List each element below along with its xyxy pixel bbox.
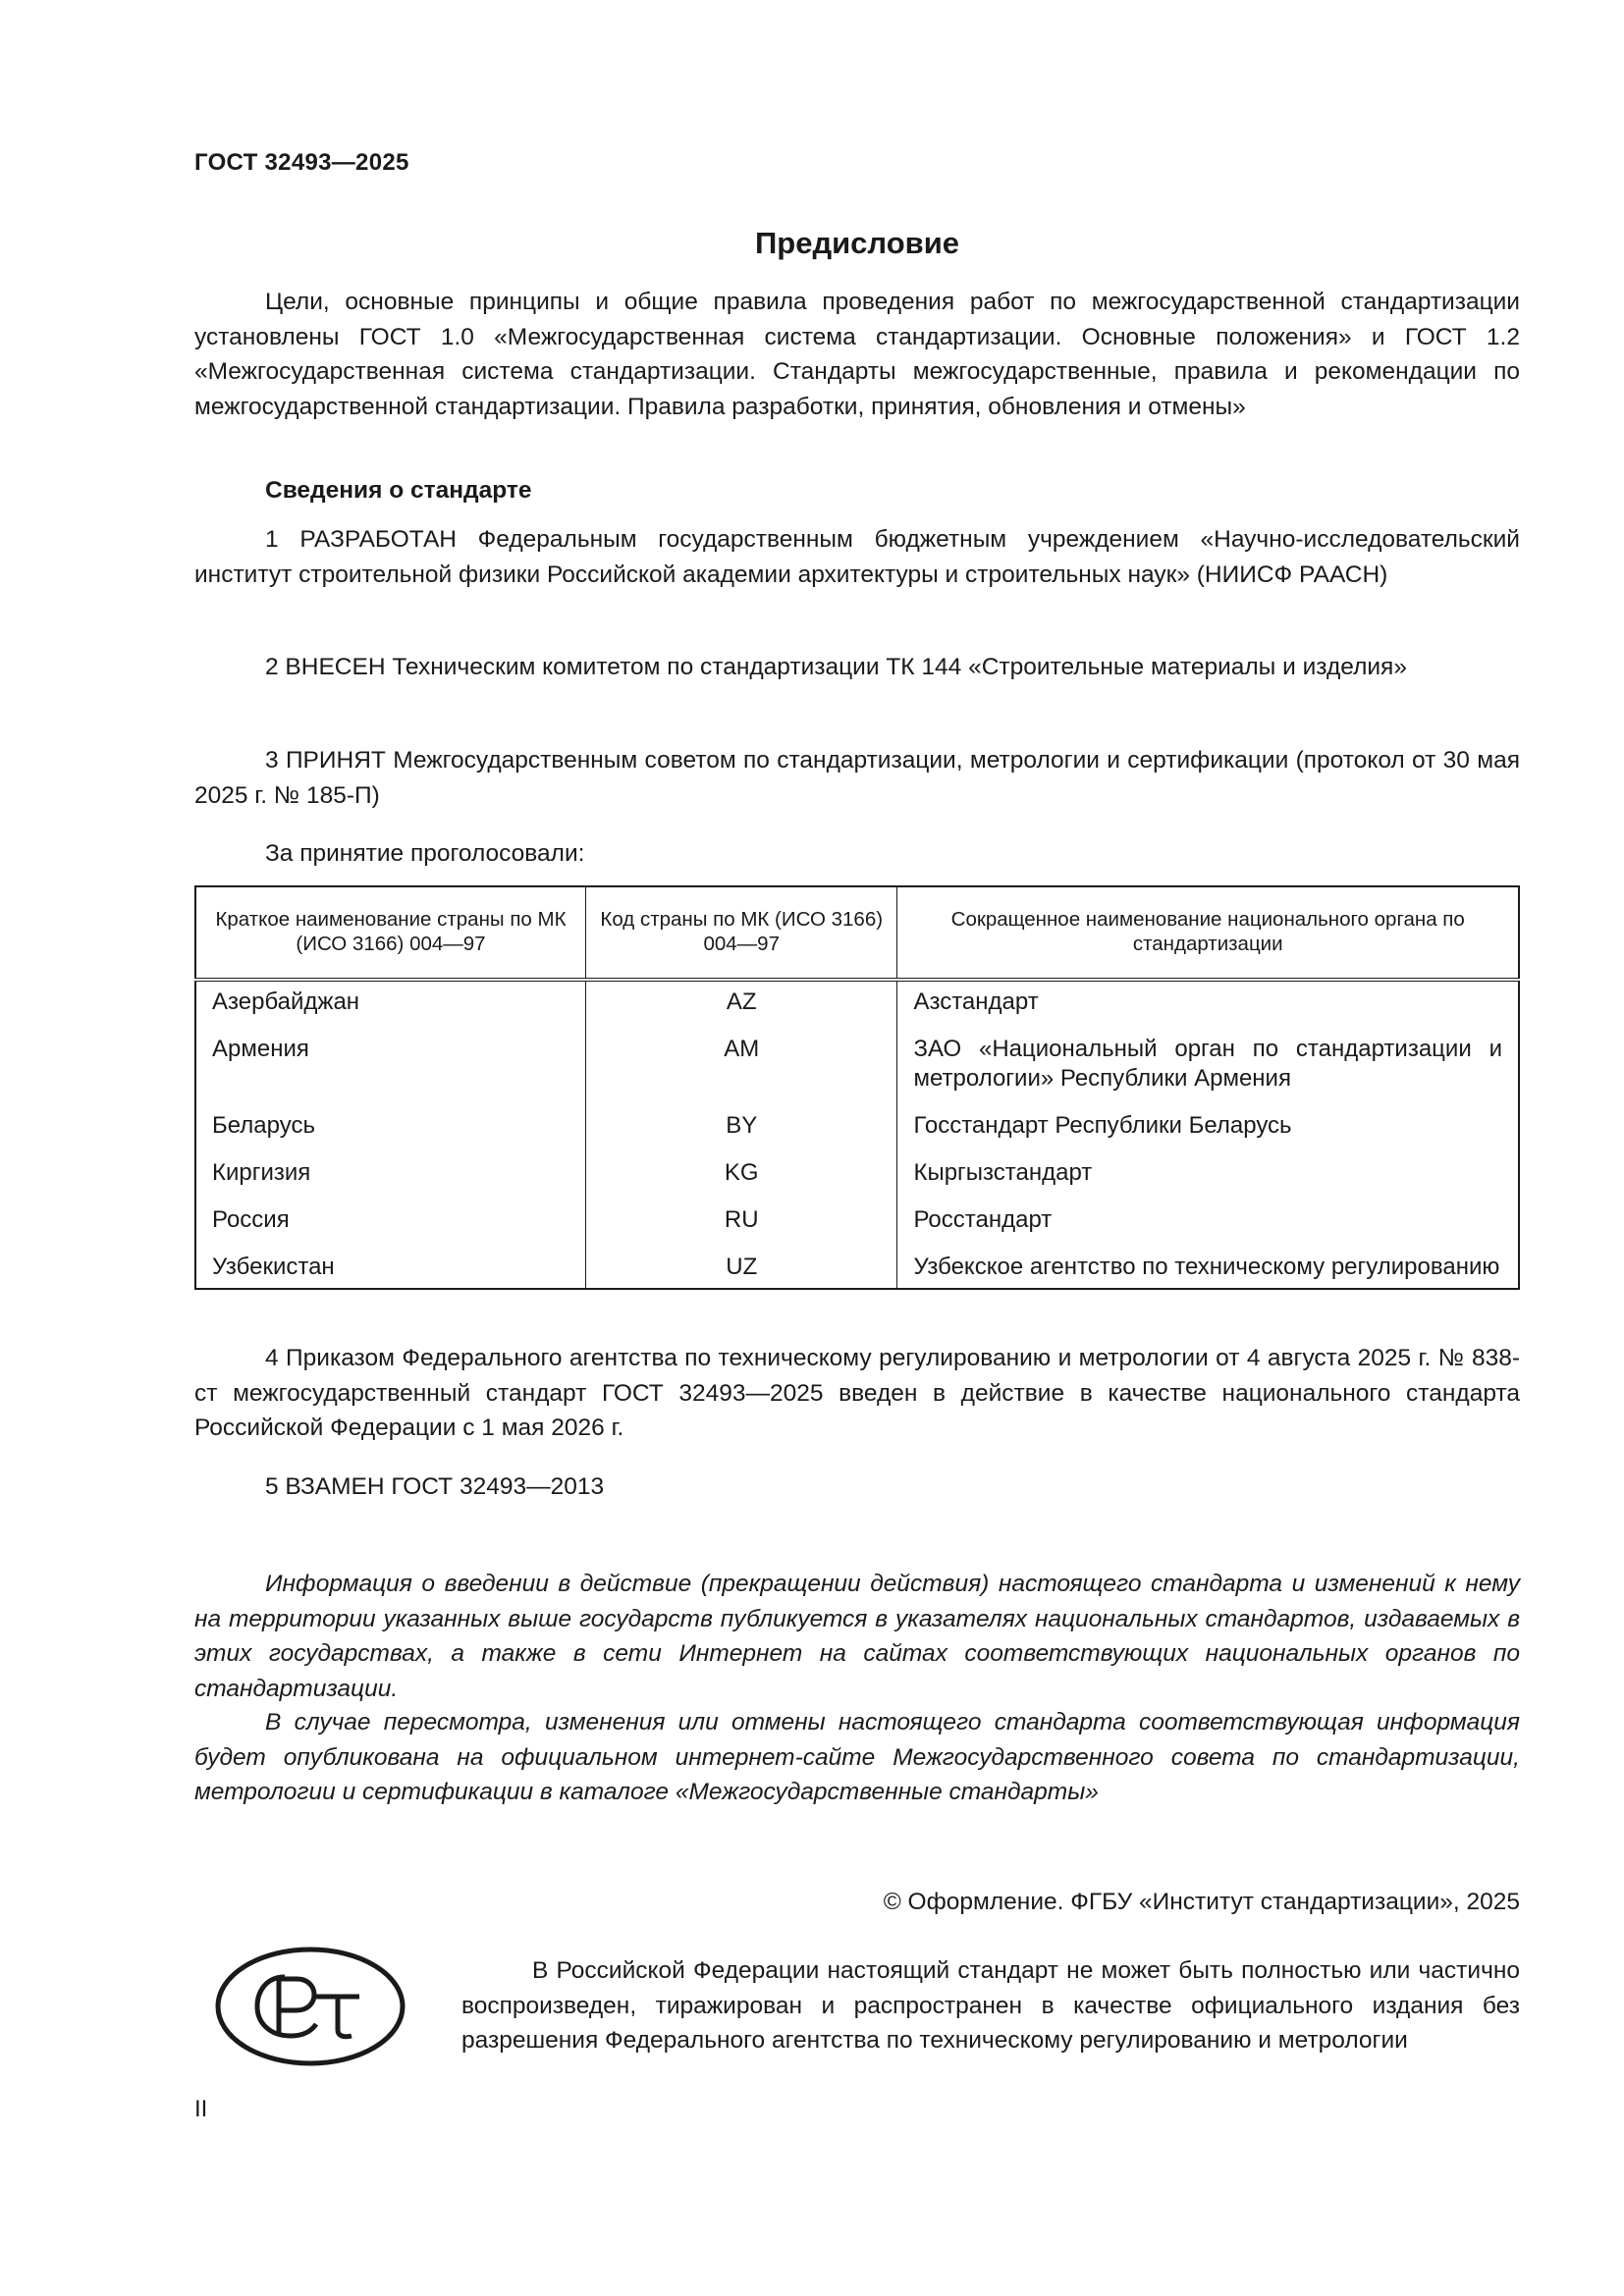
- intro-paragraph: Цели, основные принципы и общие правила проведения работ по межгосударственной стандартизации установлены ГОСТ 1.0 «Межгосударственная система стандартизации. Основные положения» и ГОСТ 1.2 «Межгосударственная система стандартизации. Стандарты межгосударственные, правила и рекомендации по межгосударственной стандартизации. Правила разработки, принятия, обновления и отмены»: [194, 289, 1520, 420]
- cell-code: AM: [586, 1029, 897, 1105]
- cell-code: KG: [586, 1152, 897, 1200]
- page-number: II: [194, 2096, 208, 2122]
- cell-country: Беларусь: [195, 1105, 586, 1152]
- table-row: [195, 1247, 1519, 1289]
- italic-note-2: В случае пересмотра, изменения или отмены настоящего стандарта соответствующая информация будет опубликована на официальном интернет-сайте Межгосударственного совета по стандартизации, метрологии и сертификации в каталоге «Межгосударственные стандарты»: [194, 1709, 1520, 1805]
- table-row: [195, 1152, 1519, 1200]
- cell-country: Армения: [195, 1029, 586, 1105]
- header-code: Код страны по МК (ИСО 3166) 004—97: [586, 886, 897, 980]
- info-heading: Сведения о стандарте: [265, 477, 532, 504]
- cell-country: Азербайджан: [195, 980, 586, 1029]
- table-row: [195, 1200, 1519, 1247]
- cell-org: Азстандарт: [897, 980, 1519, 1029]
- cell-country: Россия: [195, 1200, 586, 1247]
- cell-country: Узбекистан: [195, 1247, 586, 1289]
- cell-org: Узбекское агентство по техническому регулированию: [897, 1247, 1519, 1289]
- cell-org: Кыргызстандарт: [897, 1152, 1519, 1200]
- cell-org: Госстандарт Республики Беларусь: [897, 1105, 1519, 1152]
- copyright-line: © Оформление. ФГБУ «Институт стандартизации», 2025: [883, 1889, 1520, 1915]
- cell-org: Росстандарт: [897, 1200, 1519, 1247]
- item-order: 4 Приказом Федерального агентства по техническому регулированию и метрологии от 4 августа 2025 г. № 838-ст межгосударственный стандарт ГОСТ 32493—2025 введен в действие в качестве национального стандарта Российской Федерации с 1 мая 2026 г.: [194, 1345, 1520, 1441]
- cell-code: RU: [586, 1200, 897, 1247]
- table-header-row: [195, 886, 1519, 980]
- cell-org: ЗАО «Национальный орган по стандартизации и метрологии» Республики Армения: [897, 1029, 1519, 1105]
- table-row: [195, 1105, 1519, 1152]
- item-developed: 1 РАЗРАБОТАН Федеральным государственным бюджетным учреждением «Научно-исследовательский институт строительной физики Российской академии архитектуры и строительных наук» (НИИСФ РААСН): [194, 526, 1520, 588]
- header-org: Сокращенное наименование национального органа по стандартизации: [897, 886, 1519, 980]
- item-adopted: 3 ПРИНЯТ Межгосударственным советом по стандартизации, метрологии и сертификации (протокол от 30 мая 2025 г. № 185-П): [194, 747, 1520, 809]
- cell-code: AZ: [586, 980, 897, 1029]
- cell-country: Киргизия: [195, 1152, 586, 1200]
- rf-notice: В Российской Федерации настоящий стандарт не может быть полностью или частично воспроизведен, тиражирован и распространен в качестве официального издания без разрешения Федерального агентства по техническому регулированию и метрологии: [461, 1957, 1520, 2054]
- document-code-header: ГОСТ 32493—2025: [194, 149, 409, 176]
- table-row: [195, 1029, 1519, 1105]
- item-submitted: 2 ВНЕСЕН Техническим комитетом по стандартизации ТК 144 «Строительные материалы и изделия»: [265, 654, 1407, 680]
- table-row: [195, 980, 1519, 1029]
- cell-code: UZ: [586, 1247, 897, 1289]
- cell-code: BY: [586, 1105, 897, 1152]
- rst-logo: [214, 1946, 406, 2067]
- header-country: Краткое наименование страны по МК (ИСО 3166) 004—97: [195, 886, 586, 980]
- item-replaces: 5 ВЗАМЕН ГОСТ 32493—2013: [265, 1473, 605, 1500]
- voted-label: За принятие проголосовали:: [265, 840, 585, 867]
- page-title: Предисловие: [754, 226, 959, 260]
- voting-table: [194, 885, 1520, 1290]
- italic-note-1: Информация о введении в действие (прекращении действия) настоящего стандарта и изменений к нему на территории указанных выше государств публикуется в указателях национальных стандартов, издаваемых в этих государствах, а также в сети Интернет на сайтах соответствующих национальных органов по стандартизации.: [194, 1571, 1520, 1702]
